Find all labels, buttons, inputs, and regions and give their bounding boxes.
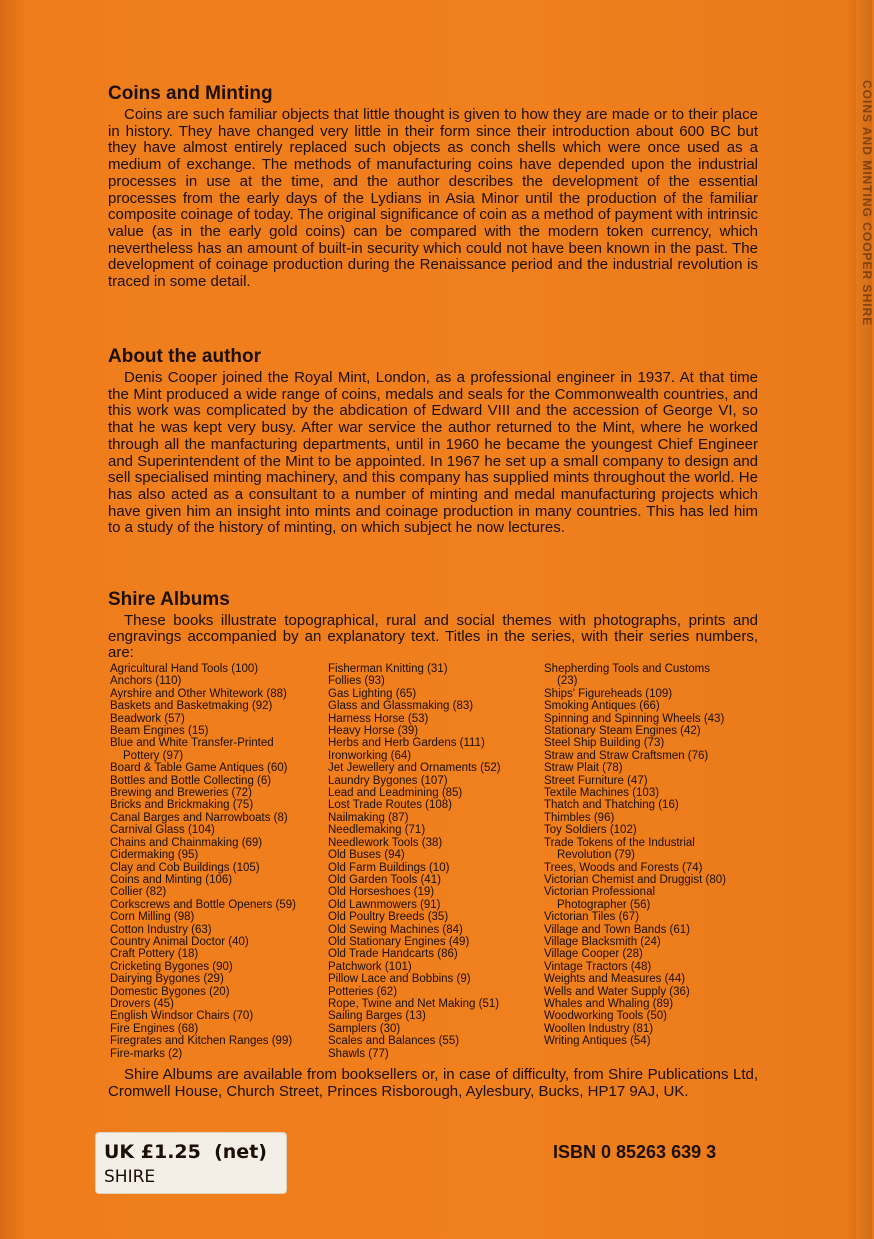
series-title-item: Steel Ship Building (73) [544,737,665,750]
series-title-item: English Windsor Chairs (70) [110,1010,254,1023]
series-title-item: Revolution (79) [557,849,635,862]
author-section [108,346,758,537]
series-title-item: Corkscrews and Bottle Openers (59) [110,898,296,911]
series-title-item: Country Animal Doctor (40) [110,935,249,948]
title-column-1 [110,663,328,1060]
series-title-item: Smoking Antiques (66) [544,700,660,713]
series-title-item: Weights and Measures (44) [544,973,686,986]
series-title-item: Fire-marks (2) [110,1047,183,1060]
series-title-item: Wells and Water Supply (36) [544,985,690,998]
series-title-item: Old Farm Buildings (10) [328,861,450,874]
series-title-item: Textile Machines (103) [544,787,660,800]
series-title-item: Heavy Horse (39) [328,725,419,738]
series-title-item: Toy Soldiers (102) [544,824,637,837]
series-title-item: Cidermaking (95) [110,849,199,862]
series-title-item: Straw and Straw Craftsmen (76) [544,749,709,762]
series-title-item: Chains and Chainmaking (69) [110,836,263,849]
albums-intro: These books illustrate topographical, rural and social themes with photographs, prints and engravings accompanied by an explanatory text. Titles in the series, with their series numbers, are: [108,612,758,661]
series-title-item: Victorian Chemist and Druggist (80) [544,873,726,886]
series-title-item: Agricultural Hand Tools (100) [110,663,259,675]
series-title-item: Straw Plait (78) [544,762,623,775]
series-title-item: Vintage Tractors (48) [544,960,652,973]
series-title-item: Stationary Steam Engines (42) [544,725,701,738]
series-title-item: Bottles and Bottle Collecting (6) [110,774,272,787]
series-title-item: Whales and Whaling (89) [544,997,674,1010]
availability-note: Shire Albums are available from booksellers or, in case of difficulty, from Shire Publications Ltd, Cromwell House, Church Street, Princes Risborough, Aylesbury, Bucks, HP17 9AJ, UK. [108,1066,758,1100]
series-title-item: Thatch and Thatching (16) [544,799,679,812]
series-title-item: Ships' Figureheads (109) [544,687,673,700]
series-title-item: Jet Jewellery and Ornaments (52) [328,762,501,775]
series-title-item: Carnival Glass (104) [110,824,215,837]
series-title-item: Blue and White Transfer-Printed [110,737,274,750]
series-title-item: Firegrates and Kitchen Ranges (99) [110,1035,293,1048]
coins-heading: Coins and Minting [108,83,273,104]
series-title-item: Cricketing Bygones (90) [110,960,233,973]
series-title-item: Scales and Balances (55) [328,1035,460,1048]
series-title-item: Bricks and Brickmaking (75) [110,799,254,812]
series-title-item: Shepherding Tools and Customs [544,663,711,675]
series-title-item: Thimbles (96) [544,811,615,824]
series-title-item: Fisherman Knitting (31) [328,663,448,675]
series-title-item: Brewing and Breweries (72) [110,787,252,800]
series-title-item: Photographer (56) [557,898,651,911]
series-title-item: Needlework Tools (38) [328,836,443,849]
series-title-list [110,663,760,1060]
series-title-item: Writing Antiques (54) [544,1035,651,1048]
author-heading: About the author [108,346,262,367]
series-title-item: Drovers (45) [110,997,174,1010]
albums-section [108,589,758,661]
series-title-item: Trade Tokens of the Industrial [544,836,695,849]
series-title-item: Old Stationary Engines (49) [328,935,470,948]
series-title-item: Harness Horse (53) [328,712,429,725]
series-title-item: Old Sewing Machines (84) [328,923,463,936]
series-title-item: Gas Lighting (65) [328,687,417,700]
title-column-3 [544,663,760,1060]
series-title-item: Old Poultry Breeds (35) [328,911,449,924]
series-title-item: Baskets and Basketmaking (92) [110,700,273,713]
coins-section [108,83,758,291]
series-title-item: Cotton Industry (63) [110,923,212,936]
series-title-item: Coins and Minting (106) [110,873,233,886]
series-title-item: Herbs and Herb Gardens (111) [328,737,485,750]
series-title-item: Beam Engines (15) [110,725,209,738]
isbn-number: ISBN 0 85263 639 3 [553,1142,717,1162]
publisher-label: SHIRE [104,1167,156,1187]
spine-title: COINS AND MINTING COOPER SHIRE [860,80,874,327]
series-title-item: Canal Barges and Narrowboats (8) [110,811,288,824]
series-title-item: Patchwork (101) [328,960,412,973]
series-title-item: Village Cooper (28) [544,948,643,961]
series-title-item: Rope, Twine and Net Making (51) [328,997,500,1010]
series-title-item: Shawls (77) [328,1047,389,1060]
series-title-item: Lost Trade Routes (108) [328,799,453,812]
series-title-item: Old Horseshoes (19) [328,886,435,899]
coins-description: Coins are such familiar objects that little thought is given to how they are made or to their place in history. They have changed very little in their form since their introduction about 600 BC but they have almost entirely replaced such objects as conch shells which were once used as a medium of exchange. The methods of manufacturing coins have depended upon the industrial processes in use at the time, and the author describes the development of the essential processes from the early days of the Lydians in Asia Minor until the production of the familiar composite coinage of today. The original significance of coin as a method of payment with intrinsic value (as in the early gold coins) can be compared with the modern token currency, which nevertheless has an amount of built-in security which could not have been known in the past. The development of coinage production during the Renaissance period and the industrial revolution is traced in some detail. [108,106,758,291]
author-bio: Denis Cooper joined the Royal Mint, London, as a professional engineer in 1937. At that time the Mint produced a wide range of coins, medals and seals for the Commonwealth countries, and this work was complicated by the abdication of Edward VIII and the accession of George VI, so that he was kept very busy. After war service the author returned to the Mint, where he worked through all the manfacturing departments, until in 1960 he became the youngest Chief Engineer and Superintendent of the Mint to be appointed. In 1967 he set up a small company to design and sell specialised minting machinery, and this company has supplied mints throughout the world. He has also acted as a consultant to a number of minting and medal manufacturing projects which have given him an insight into mints and coinage production in many countries. This has led him to a study of the history of minting, on which subject he now lectures. [108,369,758,537]
series-title-item: Nailmaking (87) [328,811,409,824]
series-title-item: Craft Pottery (18) [110,948,199,961]
series-title-item: Needlemaking (71) [328,824,426,837]
series-title-item: Board & Table Game Antiques (60) [110,762,288,775]
series-title-item: Anchors (110) [110,675,182,688]
series-title-item: Woodworking Tools (50) [544,1010,667,1023]
series-title-item: Victorian Tiles (67) [544,911,640,924]
series-title-item: Ironworking (64) [328,749,412,762]
spine-edge [856,0,872,1239]
series-title-item: Old Buses (94) [328,849,405,862]
series-title-item: Street Furniture (47) [544,774,648,787]
series-title-item: Ayrshire and Other Whitework (88) [110,687,287,700]
series-title-item: Spinning and Spinning Wheels (43) [544,712,725,725]
title-column-2 [328,663,544,1060]
price-sticker [96,1133,286,1193]
series-title-item: Village Blacksmith (24) [544,935,661,948]
series-title-item: Follies (93) [328,675,385,688]
series-title-item: Woollen Industry (81) [544,1022,654,1035]
series-title-item: Domestic Bygones (20) [110,985,230,998]
series-title-item: Victorian Professional [544,886,656,899]
series-title-item: Samplers (30) [328,1022,401,1035]
series-title-item: Pottery (97) [123,749,184,762]
series-title-item: Lead and Leadmining (85) [328,787,463,800]
series-title-item: Pillow Lace and Bobbins (9) [328,973,471,986]
series-title-item: Old Lawnmowers (91) [328,898,441,911]
series-title-item: Glass and Glassmaking (83) [328,700,474,713]
price-label: UK £1.25 (net) [104,1141,267,1163]
series-title-item: Trees, Woods and Forests (74) [544,861,703,874]
series-title-item: Old Trade Handcarts (86) [328,948,458,961]
albums-heading: Shire Albums [108,589,230,610]
series-title-item: Sailing Barges (13) [328,1010,426,1023]
series-title-item: Dairying Bygones (29) [110,973,224,986]
series-title-item: Collier (82) [110,886,167,899]
series-title-item: Clay and Cob Buildings (105) [110,861,260,874]
series-title-item: Corn Milling (98) [110,911,195,924]
series-title-item: Village and Town Bands (61) [544,923,690,936]
series-title-item: Potteries (62) [328,985,398,998]
series-title-item: (23) [557,675,578,688]
series-title-item: Laundry Bygones (107) [328,774,448,787]
series-title-item: Old Garden Tools (41) [328,873,441,886]
series-title-item: Fire Engines (68) [110,1022,199,1035]
series-title-item: Beadwork (57) [110,712,185,725]
